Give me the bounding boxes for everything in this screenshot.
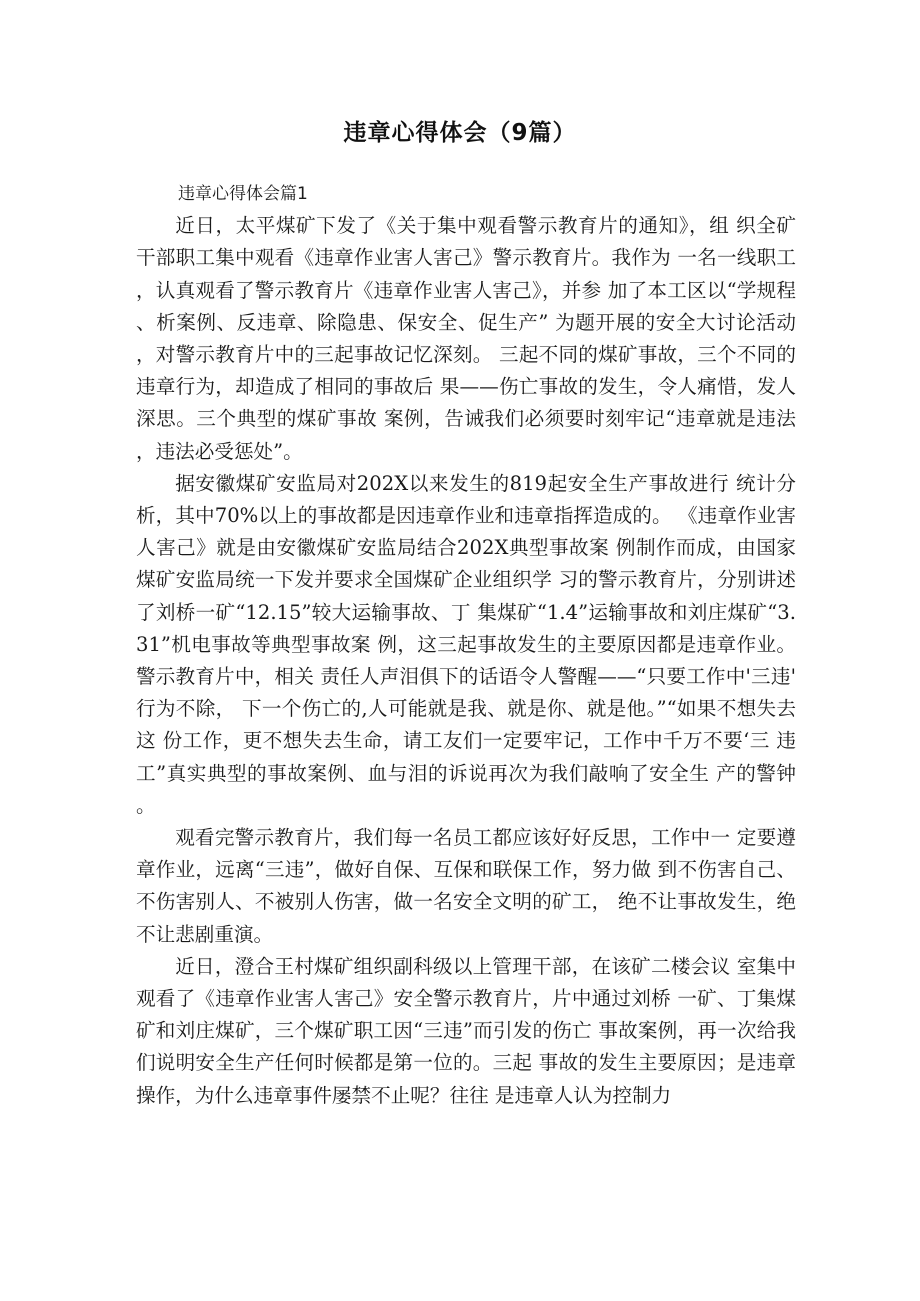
paragraph-2: 据安徽煤矿安监局对202X以来发生的819起安全生产事故进行 统计分析，其中70%以上的事故都是因违章作业和违章指挥造成的。 《违章作业害人害己》就是由安徽煤矿安监局结合202X典型事故案 例制作而成，由国家煤矿安监局统一下发并要求全国煤矿企业组织学 习的警示教育片，分别讲述了刘桥一矿“12.15”较大运输事故、丁 集煤矿“1.4”运输事故和刘庄煤矿“3.31”机电事故等典型事故案 例，这三起事故发生的主要原因都是违章作业。警示教育片中，相关 责任人声泪俱下的话语令人警醒——“只要工作中'三违'行为不除， 下一个伤亡的,人可能就是我、就是你、就是他。”“如果不想失去这 份工作，更不想失去生命，请工友们一定要牢记，工作中千万不要‘三 违工”真实典型的事故案例、血与泪的诉说再次为我们敲响了安全生 产的警钟。 [136,471,796,817]
paragraph-1: 近日，太平煤矿下发了《关于集中观看警示教育片的通知》，组 织全矿干部职工集中观看《违章作业害人害己》警示教育片。我作为 一名一线职工，认真观看了警示教育片《违章作业害人害己》，并参 加了本工区以“学规程、析案例、反违章、除隐患、保安全、促生产” 为题开展的安全大讨论活动，对警示教育片中的三起事故记忆深刻。 三起不同的煤矿事故，三个不同的违章行为，却造成了相同的事故后 果——伤亡事故的发生，令人痛惜，发人深思。三个典型的煤矿事故 案例，告诫我们必须要时刻牢记“违章就是违法，违法必受惩处”。 [136,214,796,463]
section-heading: 违章心得体会篇1 [178,184,308,204]
document-title: 违章心得体会（9篇） [343,120,577,146]
document-body [136,178,796,1112]
paragraph-4: 近日，澄合王村煤矿组织副科级以上管理干部，在该矿二楼会议 室集中观看了《违章作业害人害己》安全警示教育片，片中通过刘桥 一矿、丁集煤矿和刘庄煤矿，三个煤矿职工因“三违”而引发的伤亡 事故案例，再一次给我们说明安全生产任何时候都是第一位的。三起 事故的发生主要原因；是违章操作，为什么违章事件屡禁不止呢？往往 是违章人认为控制力 [136,954,796,1107]
paragraph-3: 观看完警示教育片，我们每一名员工都应该好好反思，工作中一 定要遵章作业，远离“三违”，做好自保、互保和联保工作，努力做 到不伤害自己、不伤害别人、不被别人伤害，做一名安全文明的矿工， 绝不让事故发生，绝不让悲剧重演。 [136,826,796,946]
